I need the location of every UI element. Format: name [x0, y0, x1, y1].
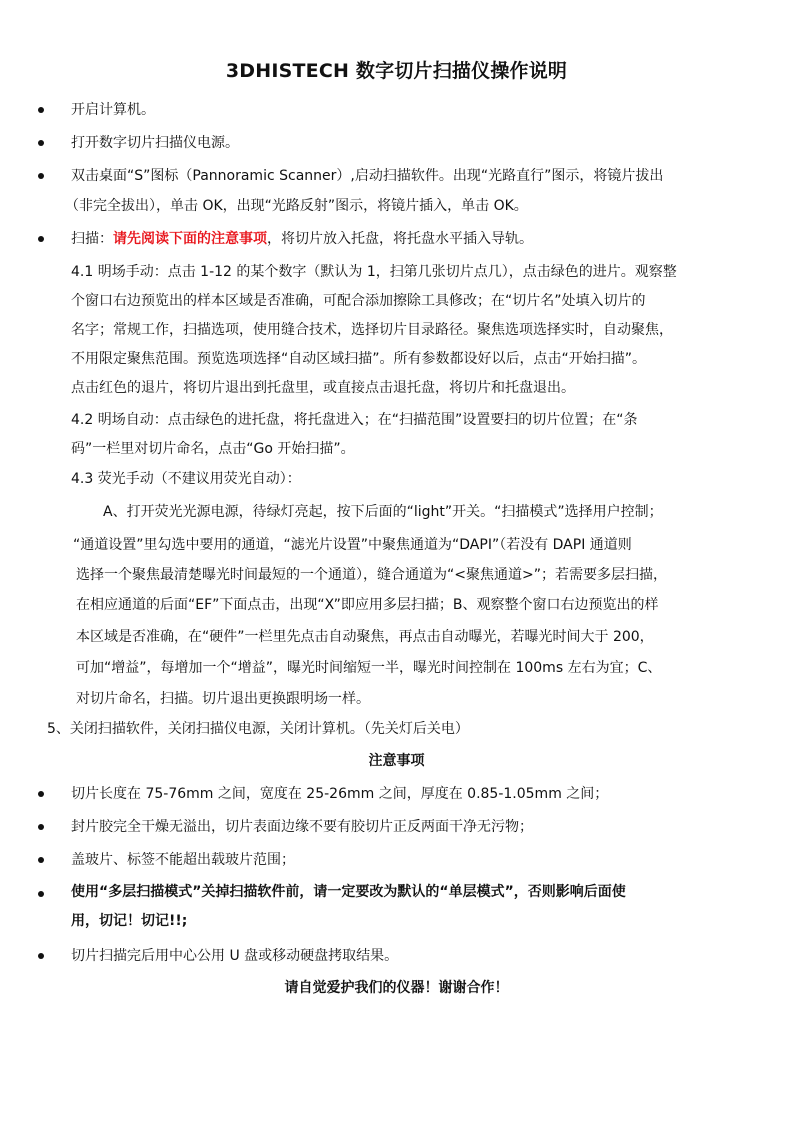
bullet-icon: [38, 824, 44, 830]
section-4-2-line-1: 4.2 明场自动：点击绿色的进托盘，将托盘进入；在“扫描范围”设置要扫的切片位置；在“条: [71, 412, 638, 428]
section-4-3-line-7: 对切片命名，扫描。切片退出更换跟明场一样。: [76, 691, 370, 707]
section-4-3-line-6: 可加“增益”，每增加一个“增益”，曝光时间缩短一半，曝光时间控制在 100ms 左右为宜；C、: [76, 660, 662, 676]
section-4-3-line-3: 选择一个聚焦最清楚曝光时间最短的一个通道），缝合通道为“<聚焦通道>”；若需要多层扫描，: [76, 567, 667, 583]
document-title: 3DHISTECH 数字切片扫描仪操作说明: [225, 60, 568, 82]
section-4-1-line-4: 不用限定聚焦范围。预览选项选择“自动区域扫描”。所有参数都设好以后，点击“开始扫描”。: [71, 351, 647, 367]
section-4-2-line-2: 码”一栏里对切片命名，点击“Go 开始扫描”。: [71, 441, 355, 457]
step-4-suffix: ，将切片放入托盘，将托盘水平插入导轨。: [267, 231, 533, 247]
note-4-line-1: 使用“多层扫描模式”关掉扫描软件前，请一定要改为默认的“单层模式”，否则影响后面使: [71, 884, 626, 900]
step-3-line-1: 双击桌面“S”图标（Pannoramic Scanner）,启动扫描软件。出现“光路直行”图示，将镜片拔出: [71, 168, 664, 184]
section-4-1-line-1: 4.1 明场手动：点击 1-12 的某个数字（默认为 1，扫第几张切片点几），点击绿色的进片。观察整: [71, 264, 677, 280]
notes-heading: 注意事项: [368, 753, 425, 769]
closing-message: 请自觉爱护我们的仪器！谢谢合作！: [284, 980, 509, 996]
bullet-icon: [38, 953, 44, 959]
note-1: 切片长度在 75-76mm 之间，宽度在 25-26mm 之间，厚度在 0.85-1.05mm 之间；: [71, 786, 609, 802]
section-4-1-line-3: 名字；常规工作，扫描选项，使用缝合技术，选择切片目录路径。聚焦选项选择实时，自动聚焦，: [71, 322, 673, 338]
bullet-icon: [38, 236, 44, 242]
step-4-prefix: 扫描：: [71, 231, 113, 247]
step-2: 打开数字切片扫描仪电源。: [71, 135, 239, 151]
section-4-3-line-4: 在相应通道的后面“EF”下面点击，出现“X”即应用多层扫描；B、观察整个窗口右边预览出的样: [76, 597, 659, 613]
step-3-line-2: （非完全拔出），单击 OK，出现“光路反射”图示，将镜片插入，单击 OK。: [65, 198, 528, 214]
section-4-3-line-1: A、打开荧光光源电源，待绿灯亮起，按下后面的“light”开关。“扫描模式”选择用户控制；: [103, 504, 663, 520]
step-4: [71, 229, 533, 249]
bullet-icon: [38, 857, 44, 863]
step-5: 5、关闭扫描软件，关闭扫描仪电源，关闭计算机。（先关灯后关电）: [47, 721, 469, 737]
note-5: 切片扫描完后用中心公用 U 盘或移动硬盘拷取结果。: [71, 948, 399, 964]
bullet-icon: [38, 140, 44, 146]
section-4-1-line-2: 个窗口右边预览出的样本区域是否准确，可配合添加擦除工具修改；在“切片名”处填入切片的: [71, 293, 646, 309]
note-3: 盖玻片、标签不能超出载玻片范围；: [71, 852, 295, 868]
section-4-3-heading: 4.3 荧光手动（不建议用荧光自动）：: [71, 471, 301, 487]
bullet-icon: [38, 173, 44, 179]
note-4-line-2: 用，切记！切记!!;: [71, 913, 188, 929]
section-4-3-line-5: 本区域是否准确，在“硬件”一栏里先点击自动聚焦，再点击自动曝光，若曝光时间大于 200，: [76, 629, 654, 645]
section-4-1-line-5: 点击红色的退片，将切片退出到托盘里，或直接点击退托盘，将切片和托盘退出。: [71, 380, 575, 396]
bullet-icon: [38, 891, 44, 897]
note-2: 封片胶完全干燥无溢出，切片表面边缘不要有胶切片正反两面干净无污物；: [71, 819, 533, 835]
step-4-warning-highlight: 请先阅读下面的注意事项: [113, 231, 267, 247]
bullet-icon: [38, 107, 44, 113]
section-4-3-line-2: “通道设置”里勾选中要用的通道，“滤光片设置”中聚焦通道为“DAPI”（若没有 DAPI 通道则: [73, 537, 632, 553]
bullet-icon: [38, 791, 44, 797]
step-1: 开启计算机。: [71, 102, 155, 118]
